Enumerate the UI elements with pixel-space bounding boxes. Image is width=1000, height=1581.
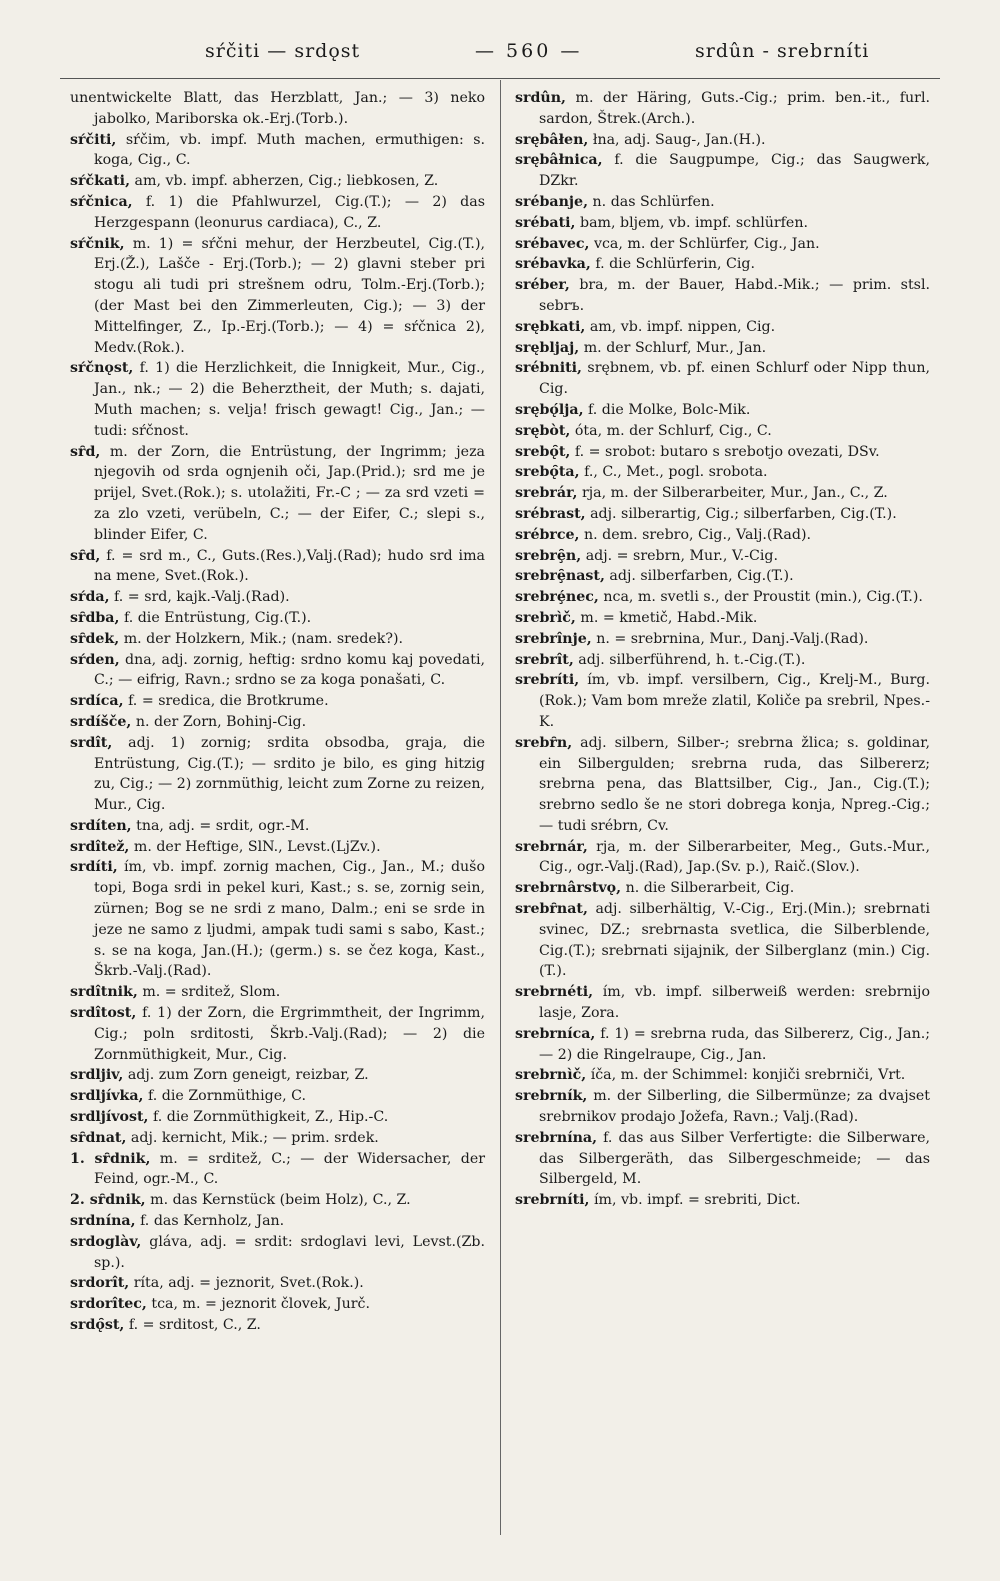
dictionary-entry [515, 88, 930, 130]
entry-headword: srdíti, [70, 859, 118, 876]
entry-headword: srebrníti, [515, 1192, 590, 1209]
entry-definition: bra, m. der Bauer, Habd.-Mik.; — prim. stsl. sebrъ. [539, 277, 930, 314]
dictionary-entry [70, 1107, 485, 1128]
entry-definition: łna, adj. Saug-, Jan.(H.). [592, 131, 766, 148]
dictionary-entry [515, 733, 930, 837]
dictionary-entry [70, 1003, 485, 1065]
dictionary-entry [70, 1273, 485, 1294]
header-right-guideword: srdûn - srebrníti [695, 40, 870, 62]
entry-definition: ríta, adj. = jeznorit, Svet.(Rok.). [133, 1275, 364, 1292]
entry-headword: srebrnârstvǫ, [515, 880, 622, 897]
dictionary-entry [70, 837, 485, 858]
dictionary-entry [70, 691, 485, 712]
entry-definition: m. = srditež, C.; — der Widersacher, der Feind, ogr.-M., C. [94, 1150, 485, 1188]
dictionary-entry [515, 483, 930, 504]
entry-headword: srébavka, [515, 256, 591, 273]
entry-headword: srdûn, [515, 90, 566, 106]
entry-definition: f. = srditost, C., Z. [128, 1317, 261, 1334]
dictionary-entry [515, 608, 930, 629]
entry-definition: m. der Zorn, die Entrüstung, der Ingrimm; jeza njegovih od srda ognjenih oči, Jap.(Prid.); srd me je prijel, Svet.(Rok.); s. utolažiti, Fr.-C ; — za srd vzeti = za zlo vzeti, verübeln, C.; — der Eifer, C.; slepi s., blinder Eifer, C. [94, 443, 485, 543]
dictionary-entry [515, 462, 930, 483]
entry-headword: sȓdek, [70, 630, 120, 647]
entry-headword: srdǫ̑st, [70, 1317, 125, 1334]
entry-headword: srébrce, [515, 526, 580, 543]
entry-definition: f. = srd, kajk.-Valj.(Rad). [114, 589, 290, 606]
entry-definition: bam, bljem, vb. impf. schlürfen. [580, 214, 808, 231]
entry-headword: srebríti, [515, 672, 580, 689]
dictionary-entry [515, 1190, 930, 1211]
dictionary-entry [70, 587, 485, 608]
entry-definition: m. der Häring, Guts.-Cig.; prim. ben.-it., furl. sardon, Štrek.(Arch.). [539, 90, 930, 127]
entry-headword: srebȓnat, [515, 901, 588, 918]
dictionary-entry [515, 566, 930, 587]
entry-definition: m. = kmetič, Habd.-Mik. [580, 609, 758, 626]
entry-definition: am, vb. impf. abherzen, Cig.; liebkosen, Z. [134, 173, 439, 190]
page-number: — 560 — [475, 40, 583, 62]
dictionary-entry [515, 629, 930, 650]
entry-definition: f. 1) der Zorn, die Ergrimmtheit, der Ingrimm, Cig.; poln srditosti, Škrb.-Valj.(Rad); — 2) die Zornmüthigkeit, Mur., Cig. [94, 1005, 485, 1063]
dictionary-entry [70, 171, 485, 192]
dictionary-entry [70, 816, 485, 837]
dictionary-entry [70, 192, 485, 234]
entry-headword: srdîtnik, [70, 984, 138, 1001]
entry-definition: m. der Schlurf, Mur., Jan. [583, 339, 767, 356]
entry-headword: srębòt, [515, 422, 571, 439]
entry-headword: srebrnína, [515, 1129, 598, 1146]
entry-definition: ím, vb. impf. = srebriti, Dict. [594, 1192, 801, 1209]
dictionary-entry [515, 670, 930, 732]
entry-headword: srebrît, [515, 651, 574, 668]
entry-headword: sȓd, [70, 443, 101, 460]
entry-definition: m. 1) = sŕčni mehur, der Herzbeutel, Cig.(T.), Erj.(Ž.), Lašče - Erj.(Torb.); — 2) glavni steber pri stogu ali tudi pri strešnem odru, Tolm.-Erj.(Torb.); (der Mast bei den Zimmerleuten, Cig.); — 3) der Mittelfinger, Z., Ip.-Erj.(Torb.); — 4) = sŕčnica 2), Medv.(Rok.). [94, 235, 485, 356]
entry-definition: f. die Zornmüthigkeit, Z., Hip.-C. [153, 1109, 389, 1126]
entry-definition: íča, m. der Schimmel: konjiči srebrniči, Vrt. [590, 1067, 906, 1084]
dictionary-entry [515, 650, 930, 671]
entry-headword: sŕda, [70, 589, 110, 606]
entry-definition: m. = srditež, Slom. [142, 984, 281, 1001]
entry-definition: sŕčim, vb. impf. Muth machen, ermuthigen: s. koga, Cig., C. [94, 131, 486, 169]
entry-definition: dna, adj. zornig, heftig: srdno komu kaj povedati, C.; — eifrig, Ravn.; srdno se za koga ponašati, C. [94, 651, 485, 689]
entry-definition: ím, vb. impf. zornig machen, Cig., Jan., M.; dušo topi, Boga srdi in pekel kuri, Kast.; s. se, zornig sein, zürnen; Bog se ne srdi z mano, Dalm.; eni se srde in jeze ne samo z ljudmi, ampak tudi sami s sabo, Kast.; s. se na koga, Jan.(H.); (germ.) s. se čez koga, Kast., Škrb.-Valj.(Rad). [94, 859, 485, 980]
entry-definition: f. = srd m., C., Guts.(Res.),Valj.(Rad); hudo srd ima na mene, Svet.(Rok.). [94, 547, 485, 585]
dictionary-entry [515, 982, 930, 1024]
entry-headword: srdît, [70, 734, 113, 751]
entry-definition: f. die Molke, Bolc-Mik. [588, 401, 751, 418]
entry-headword: srébati, [515, 214, 576, 231]
entry-definition: n. der Zorn, Bohinj-Cig. [135, 713, 307, 730]
dictionary-entry [70, 546, 485, 588]
entry-headword: sŕčnik, [70, 235, 125, 252]
entry-headword: srębâłen, [515, 131, 589, 148]
dictionary-entry [515, 192, 930, 213]
entry-headword: srdoglàv, [70, 1233, 142, 1250]
dictionary-entry [70, 130, 485, 172]
dictionary-entry [515, 442, 930, 463]
entry-headword: srębâłnica, [515, 152, 603, 169]
entry-definition: rja, m. der Silberarbeiter, Mur., Jan., C., Z. [581, 485, 888, 502]
dictionary-entry [515, 338, 930, 359]
dictionary-entry [70, 1232, 485, 1274]
dictionary-entry [515, 421, 930, 442]
entry-headword: srebrnéti, [515, 984, 594, 1001]
dictionary-entry [70, 982, 485, 1003]
entry-definition: n. = srebrnina, Mur., Danj.-Valj.(Rad). [596, 630, 869, 647]
column-divider [500, 80, 501, 1535]
entry-definition: óta, m. der Schlurf, Cig., C. [574, 422, 772, 439]
entry-definition: ím, vb. impf. versilbern, Cig., Krelj-M., Burg.(Rok.); Vam bom mreže zlatil, Količe pa srebril, Npes.-K. [539, 672, 931, 730]
entry-definition: m. der Holzkern, Mik.; (nam. sredek?). [123, 630, 404, 647]
entry-definition: tca, m. = jeznorit človek, Jurč. [151, 1296, 370, 1313]
entry-headword: srdorît, [70, 1275, 130, 1292]
entry-definition: f. die Saugpumpe, Cig.; das Saugwerk, DZkr. [539, 152, 930, 190]
entry-headword: srebrȩ̑n, [515, 547, 582, 564]
dictionary-entry [70, 442, 485, 546]
dictionary-entry [70, 1315, 485, 1336]
entry-definition: n. die Silberarbeit, Cig. [625, 880, 795, 897]
dictionary-entry [70, 733, 485, 816]
entry-definition: f. das Kernholz, Jan. [140, 1213, 285, 1230]
entry-definition: adj. silbern, Silber-; srebrna žlica; s. goldinar, ein Silbergulden; srebrna ruda, das Silbererz; srebrna pena, das Blattsilber, Cig., Jan., Cig.(T.); srebrno sedlo še ne stori dobrega konja, Npreg.-Cig.; — tudi srébrn, Cv. [539, 734, 930, 834]
entry-definition: adj. 1) zornig; srdita obsodba, graja, die Entrüstung, Cig.(T.); — srdito je bilo, es ging hitzig zu, Cig.; — 2) zornmüthig, leicht zum Zorne zu reizen, Mur., Cig. [94, 734, 486, 814]
entry-headword: srdljiv, [70, 1067, 124, 1084]
entry-definition: adj. kernicht, Mik.; — prim. srdek. [130, 1129, 379, 1146]
dictionary-entry [515, 504, 930, 525]
entry-definition: adj. silberfarben, Cig.(T.). [609, 568, 794, 585]
dictionary-entry [70, 1149, 485, 1191]
entry-headword: sréber, [515, 277, 570, 294]
dictionary-entry [70, 857, 485, 982]
dictionary-entry [515, 546, 930, 567]
dictionary-entry [515, 254, 930, 275]
dictionary-entry [70, 1190, 485, 1211]
dictionary-entry [70, 712, 485, 733]
entry-headword: srebȓn, [515, 734, 573, 751]
entry-definition: adj. silberartig, Cig.; silberfarben, Cig.(T.). [590, 505, 897, 522]
entry-definition: vca, m. der Schlürfer, Cig., Jan. [593, 235, 820, 252]
dictionary-entry [515, 234, 930, 255]
entry-headword: srébrast, [515, 505, 586, 522]
dictionary-entry [70, 1211, 485, 1232]
dictionary-entry [515, 1024, 930, 1066]
entry-definition: am, vb. impf. nippen, Cig. [589, 318, 776, 335]
entry-definition: gláva, adj. = srdit: srdoglavi levi, Levst.(Zb. sp.). [94, 1233, 485, 1271]
dictionary-entry [515, 1128, 930, 1190]
dictionary-entry [70, 88, 485, 130]
entry-headword: sȓd, [70, 547, 101, 564]
entry-definition: adj. silberführend, h. t.-Cig.(T.). [578, 651, 806, 668]
entry-definition: srębnem, vb. pf. einen Schlurf oder Nipp thun, Cig. [539, 360, 930, 398]
dictionary-entry [515, 317, 930, 338]
entry-definition: unentwickelte Blatt, das Herzblatt, Jan.; — 3) neko jabolko, Mariborska ok.-Erj.(Torb.). [70, 90, 485, 127]
entry-headword: srebrník, [515, 1088, 588, 1105]
dictionary-entry [515, 525, 930, 546]
left-column [70, 88, 485, 1336]
entry-headword: srdíca, [70, 693, 124, 710]
entry-headword: srebǫ̑t, [515, 443, 571, 460]
entry-headword: sŕden, [70, 651, 120, 668]
dictionary-entry [515, 837, 930, 879]
dictionary-entry [515, 150, 930, 192]
entry-definition: m. der Silberling, die Silbermünze; za dvajset srebrnikov prodajo Jožefa, Ravn.; Valj.(Rad). [539, 1088, 930, 1126]
entry-definition: f. = sredica, die Brotkrume. [128, 693, 329, 710]
entry-headword: srebrìč, [515, 609, 576, 626]
entry-headword: sŕčkati, [70, 173, 131, 190]
entry-definition: adj. zum Zorn geneigt, reizbar, Z. [127, 1067, 369, 1084]
entry-headword: srdíten, [70, 817, 132, 834]
entry-headword: srebǫ̑ta, [515, 464, 580, 481]
dictionary-entry [70, 1294, 485, 1315]
dictionary-entry [70, 1128, 485, 1149]
entry-definition: f. = srobot: butaro s srebotjo ovezati, DSv. [574, 443, 880, 460]
entry-definition: f. die Entrüstung, Cig.(T.). [123, 609, 312, 626]
entry-headword: srébniti, [515, 360, 582, 377]
entry-headword: sŕčiti, [70, 131, 117, 148]
dictionary-entry [70, 608, 485, 629]
dictionary-entry [70, 629, 485, 650]
entry-headword: srdîtost, [70, 1005, 137, 1022]
entry-definition: rja, m. der Silberarbeiter, Meg., Guts.-Mur., Cig., ogr.-Valj.(Rad), Jap.(Sv. p.), Raič.(Slov.). [539, 838, 931, 876]
entry-headword: srdíšče, [70, 713, 132, 730]
dictionary-entry [515, 899, 930, 982]
entry-headword: srębljaj, [515, 339, 580, 356]
dictionary-entry [515, 275, 930, 317]
entry-definition: f. 1) die Pfahlwurzel, Cig.(T.); — 2) das Herzgespann (leonurus cardiaca), C., Z. [94, 193, 486, 231]
entry-headword: srebrînje, [515, 630, 592, 647]
dictionary-entry [515, 587, 930, 608]
dictionary-entry [515, 1086, 930, 1128]
dictionary-entry [515, 1065, 930, 1086]
entry-definition: nca, m. svetli s., der Proustit (min.), Cig.(T.). [603, 589, 923, 606]
dictionary-entry [70, 234, 485, 359]
entry-definition: m. der Heftige, SlN., Levst.(LjZv.). [133, 838, 381, 855]
entry-headword: sȓdnat, [70, 1129, 127, 1146]
entry-definition: f. die Schlürferin, Cig. [595, 256, 755, 273]
header-left-guideword: sŕčiti — srdǫst [205, 40, 361, 62]
entry-headword: srebrȩ́nec, [515, 589, 599, 606]
dictionary-entry [70, 650, 485, 692]
entry-definition: f. das aus Silber Verfertigte: die Silberware, das Silbergeräth, das Silbergeschmeide; — das Silbergeld, M. [539, 1129, 930, 1188]
entry-headword: srebrár, [515, 485, 578, 502]
entry-headword: srébanje, [515, 193, 589, 210]
right-column [515, 88, 930, 1211]
entry-definition: tna, adj. = srdit, ogr.-M. [136, 817, 310, 834]
entry-definition: f., C., Met., pogl. srobota. [584, 464, 768, 481]
dictionary-entry [515, 878, 930, 899]
entry-headword: srdljívka, [70, 1088, 144, 1105]
dictionary-entry [515, 130, 930, 151]
entry-headword: srębkati, [515, 318, 586, 335]
entry-headword: srdljívost, [70, 1109, 149, 1126]
header-rule [60, 78, 940, 79]
entry-definition: f. 1) die Herzlichkeit, die Innigkeit, Mur., Cig., Jan., nk.; — 2) die Beherztheit, der Muth; s. dajati, Muth machen; s. velja! frisch gewagt! Cig., Jan.; — tudi: sŕčnost. [94, 360, 485, 439]
dictionary-entry [70, 1065, 485, 1086]
entry-headword: srebrnár, [515, 838, 588, 855]
entry-headword: 1. sȓdnik, [70, 1150, 151, 1167]
entry-headword: srebrníca, [515, 1025, 596, 1042]
entry-headword: srébavec, [515, 235, 590, 252]
dictionary-entry [515, 213, 930, 234]
entry-headword: srdorîtec, [70, 1296, 147, 1313]
entry-headword: srdnína, [70, 1213, 136, 1230]
entry-headword: srebrnìč, [515, 1067, 587, 1084]
entry-definition: ím, vb. impf. silberweiß werden: srebrnijo lasje, Zora. [539, 984, 930, 1022]
entry-headword: sŕčnǫst, [70, 360, 134, 377]
dictionary-entry [515, 358, 930, 400]
entry-headword: sȓdba, [70, 609, 120, 626]
entry-definition: n. das Schlürfen. [592, 193, 715, 210]
entry-headword: srebrȩ̑nast, [515, 568, 605, 585]
entry-headword: sŕčnica, [70, 193, 133, 210]
entry-definition: adj. = srebrn, Mur., V.-Cig. [585, 547, 778, 564]
entry-definition: f. 1) = srebrna ruda, das Silbererz, Cig., Jan.; — 2) die Ringelraupe, Cig., Jan. [539, 1025, 930, 1063]
entry-headword: 2. sȓdnik, [70, 1192, 146, 1209]
entry-definition: f. die Zornmüthige, C. [148, 1088, 306, 1105]
dictionary-entry [70, 1086, 485, 1107]
entry-headword: srębǫ́lja, [515, 401, 584, 418]
dictionary-entry [70, 358, 485, 441]
dictionary-entry [515, 400, 930, 421]
entry-definition: n. dem. srebro, Cig., Valj.(Rad). [584, 526, 811, 543]
entry-definition: m. das Kernstück (beim Holz), C., Z. [150, 1192, 411, 1209]
entry-definition: adj. silberhältig, V.-Cig., Erj.(Min.); srebrnati svinec, DZ.; srebrnasta svetlica, die Silberblende, Cig.(T.); srebrnati sijajnik, der Silberglanz (min.) Cig.(T.). [539, 901, 930, 980]
entry-headword: srdîtež, [70, 838, 130, 855]
page-header [60, 40, 940, 76]
